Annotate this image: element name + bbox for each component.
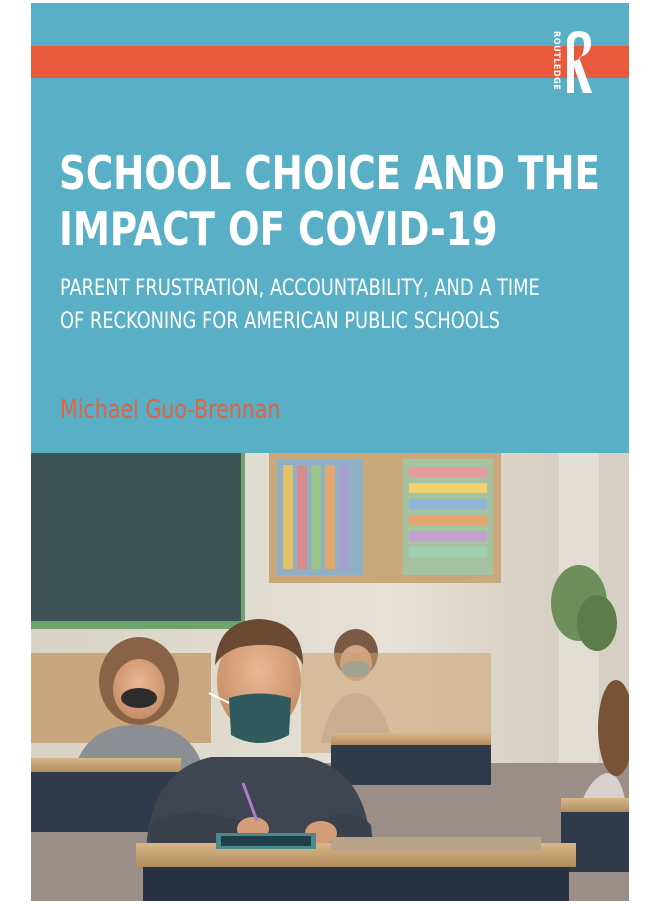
book-subtitle [60, 272, 564, 338]
publisher-name: ROUTLEDGE [551, 31, 561, 91]
title-line-1: SCHOOL CHOICE AND THE [59, 146, 600, 200]
subtitle-line-2: OF RECKONING FOR AMERICAN PUBLIC SCHOOLS [60, 309, 501, 334]
top-stripe [31, 46, 629, 78]
title-line-2: IMPACT OF COVID-19 [59, 202, 498, 256]
publisher-mark [546, 27, 596, 97]
book-author: Michael Guo-Brennan [60, 395, 281, 425]
book-cover [31, 3, 629, 901]
cover-photo-classroom [31, 453, 629, 901]
subtitle-line-1: PARENT FRUSTRATION, ACCOUNTABILITY, AND A TIME [60, 276, 540, 301]
book-title [59, 145, 600, 257]
routledge-r-logo-icon [562, 29, 594, 95]
